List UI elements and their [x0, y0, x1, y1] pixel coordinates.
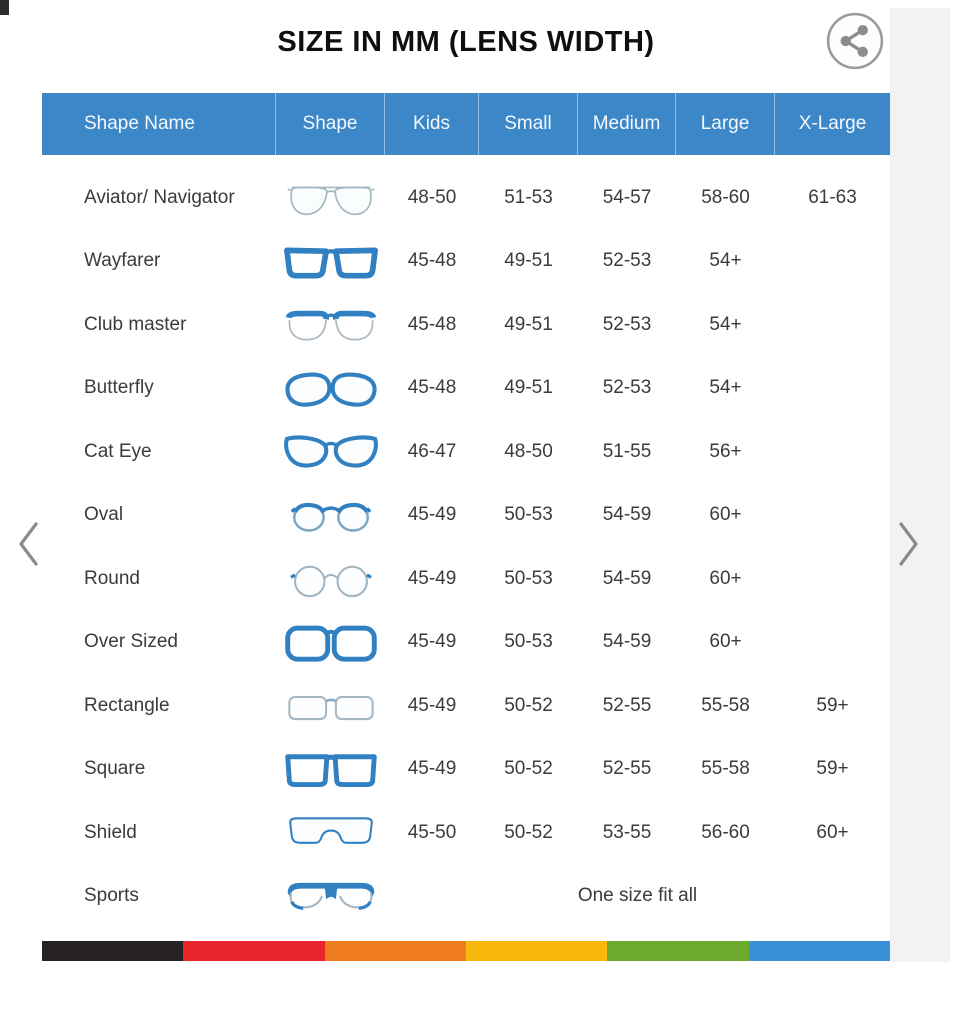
column-header-medium: Medium	[578, 93, 676, 155]
size-value-kids: 45-49	[407, 631, 457, 653]
shape-name: Cat Eye	[84, 440, 152, 462]
size-value-kids: 45-48	[407, 377, 457, 399]
corner-artifact	[0, 0, 9, 15]
size-value-small: 48-50	[504, 440, 553, 462]
size-value-large: 60+	[709, 631, 742, 653]
cateye-glasses-icon	[276, 430, 385, 474]
size-value-medium: 52-53	[602, 377, 652, 399]
carousel-next-button[interactable]	[894, 520, 922, 568]
table-row-square	[42, 738, 890, 802]
table-row-cat-eye	[42, 420, 890, 484]
table-row-shield	[42, 801, 890, 865]
table-row-sports	[42, 865, 890, 929]
size-value-small: 51-53	[504, 186, 553, 208]
size-value-small: 50-52	[504, 694, 553, 716]
size-value-kids: 45-49	[407, 758, 457, 780]
rectangle-glasses-icon	[276, 684, 385, 728]
carousel-prev-button[interactable]	[15, 520, 43, 568]
table-row-club-master	[42, 293, 890, 357]
page-title: SIZE IN MM (LENS WIDTH)	[277, 26, 655, 58]
share-icon	[824, 10, 886, 72]
shield-glasses-icon	[276, 811, 385, 855]
size-value-large: 54+	[709, 250, 742, 272]
size-value-large: 56+	[709, 440, 742, 462]
chevron-right-icon	[894, 520, 922, 568]
size-value-small: 50-53	[504, 631, 553, 653]
size-value-small: 50-52	[504, 821, 553, 843]
size-value-medium: 52-55	[602, 758, 652, 780]
brand-color-stripe	[42, 941, 890, 961]
table-row-wayfarer	[42, 230, 890, 294]
square-glasses-icon	[276, 747, 385, 791]
one-size-note: One size fit all	[577, 885, 698, 907]
size-value-small: 49-51	[504, 377, 553, 399]
size-value-xlarge: 61-63	[808, 186, 857, 208]
table-row-aviator-navigator	[42, 166, 890, 230]
column-header-small: Small	[479, 93, 578, 155]
butterfly-glasses-icon	[276, 366, 385, 410]
size-value-medium: 54-59	[602, 631, 652, 653]
stripe-segment-4	[607, 941, 748, 961]
column-header-shape: Shape	[276, 93, 385, 155]
size-value-medium: 52-55	[602, 694, 652, 716]
size-value-kids: 45-49	[407, 567, 457, 589]
sports-glasses-icon	[276, 874, 385, 918]
size-value-large: 55-58	[701, 758, 750, 780]
table-body	[42, 166, 890, 928]
size-value-large: 54+	[709, 377, 742, 399]
size-value-kids: 46-47	[407, 440, 457, 462]
shape-name: Square	[84, 758, 146, 780]
size-value-large: 55-58	[701, 694, 750, 716]
size-value-large: 54+	[709, 313, 742, 335]
size-value-kids: 48-50	[407, 186, 457, 208]
size-value-large: 60+	[709, 567, 742, 589]
shape-name: Club master	[84, 313, 187, 335]
clubmaster-glasses-icon	[276, 303, 385, 347]
size-value-kids: 45-49	[407, 504, 457, 526]
share-button[interactable]	[824, 10, 886, 72]
size-value-kids: 45-50	[407, 821, 457, 843]
stripe-segment-0	[42, 941, 183, 961]
shape-name: Wayfarer	[84, 250, 161, 272]
size-value-xlarge: 59+	[816, 758, 849, 780]
size-value-xlarge: 59+	[816, 694, 849, 716]
size-value-small: 50-53	[504, 504, 553, 526]
size-value-medium: 54-59	[602, 567, 652, 589]
size-value-small: 49-51	[504, 313, 553, 335]
column-header-kids: Kids	[385, 93, 479, 155]
shape-name: Shield	[84, 821, 137, 843]
size-table	[42, 93, 890, 155]
page-right-gutter	[890, 8, 950, 962]
oversized-glasses-icon	[276, 620, 385, 664]
size-value-medium: 51-55	[602, 440, 652, 462]
stripe-segment-2	[325, 941, 466, 961]
size-value-large: 58-60	[701, 186, 750, 208]
table-row-butterfly	[42, 357, 890, 421]
wayfarer-glasses-icon	[276, 239, 385, 283]
table-row-rectangle	[42, 674, 890, 738]
size-value-medium: 54-57	[602, 186, 652, 208]
size-value-small: 49-51	[504, 250, 553, 272]
round-glasses-icon	[276, 557, 385, 601]
stripe-segment-1	[183, 941, 324, 961]
table-row-oval	[42, 484, 890, 548]
table-row-over-sized	[42, 611, 890, 675]
chevron-left-icon	[15, 520, 43, 568]
shape-name: Butterfly	[84, 377, 154, 399]
shape-name: Round	[84, 567, 140, 589]
table-row-round	[42, 547, 890, 611]
stripe-segment-5	[749, 941, 890, 961]
size-value-xlarge: 60+	[816, 821, 849, 843]
size-value-large: 56-60	[701, 821, 750, 843]
table-header-row	[42, 93, 890, 155]
size-value-medium: 53-55	[602, 821, 652, 843]
column-header-large: Large	[676, 93, 775, 155]
shape-name: Oval	[84, 504, 124, 526]
size-value-small: 50-53	[504, 567, 553, 589]
column-header-shape-name: Shape Name	[42, 93, 276, 155]
size-value-medium: 52-53	[602, 250, 652, 272]
shape-name: Rectangle	[84, 694, 170, 716]
size-value-kids: 45-48	[407, 250, 457, 272]
shape-name: Over Sized	[84, 631, 178, 653]
oval-glasses-icon	[276, 493, 385, 537]
size-value-medium: 52-53	[602, 313, 652, 335]
size-value-kids: 45-49	[407, 694, 457, 716]
size-value-small: 50-52	[504, 758, 553, 780]
size-value-kids: 45-48	[407, 313, 457, 335]
aviator-glasses-icon	[276, 176, 385, 220]
column-header-x-large: X-Large	[798, 113, 867, 134]
size-value-large: 60+	[709, 504, 742, 526]
stripe-segment-3	[466, 941, 607, 961]
shape-name: Aviator/ Navigator	[84, 186, 235, 208]
size-value-medium: 54-59	[602, 504, 652, 526]
shape-name: Sports	[84, 885, 139, 907]
